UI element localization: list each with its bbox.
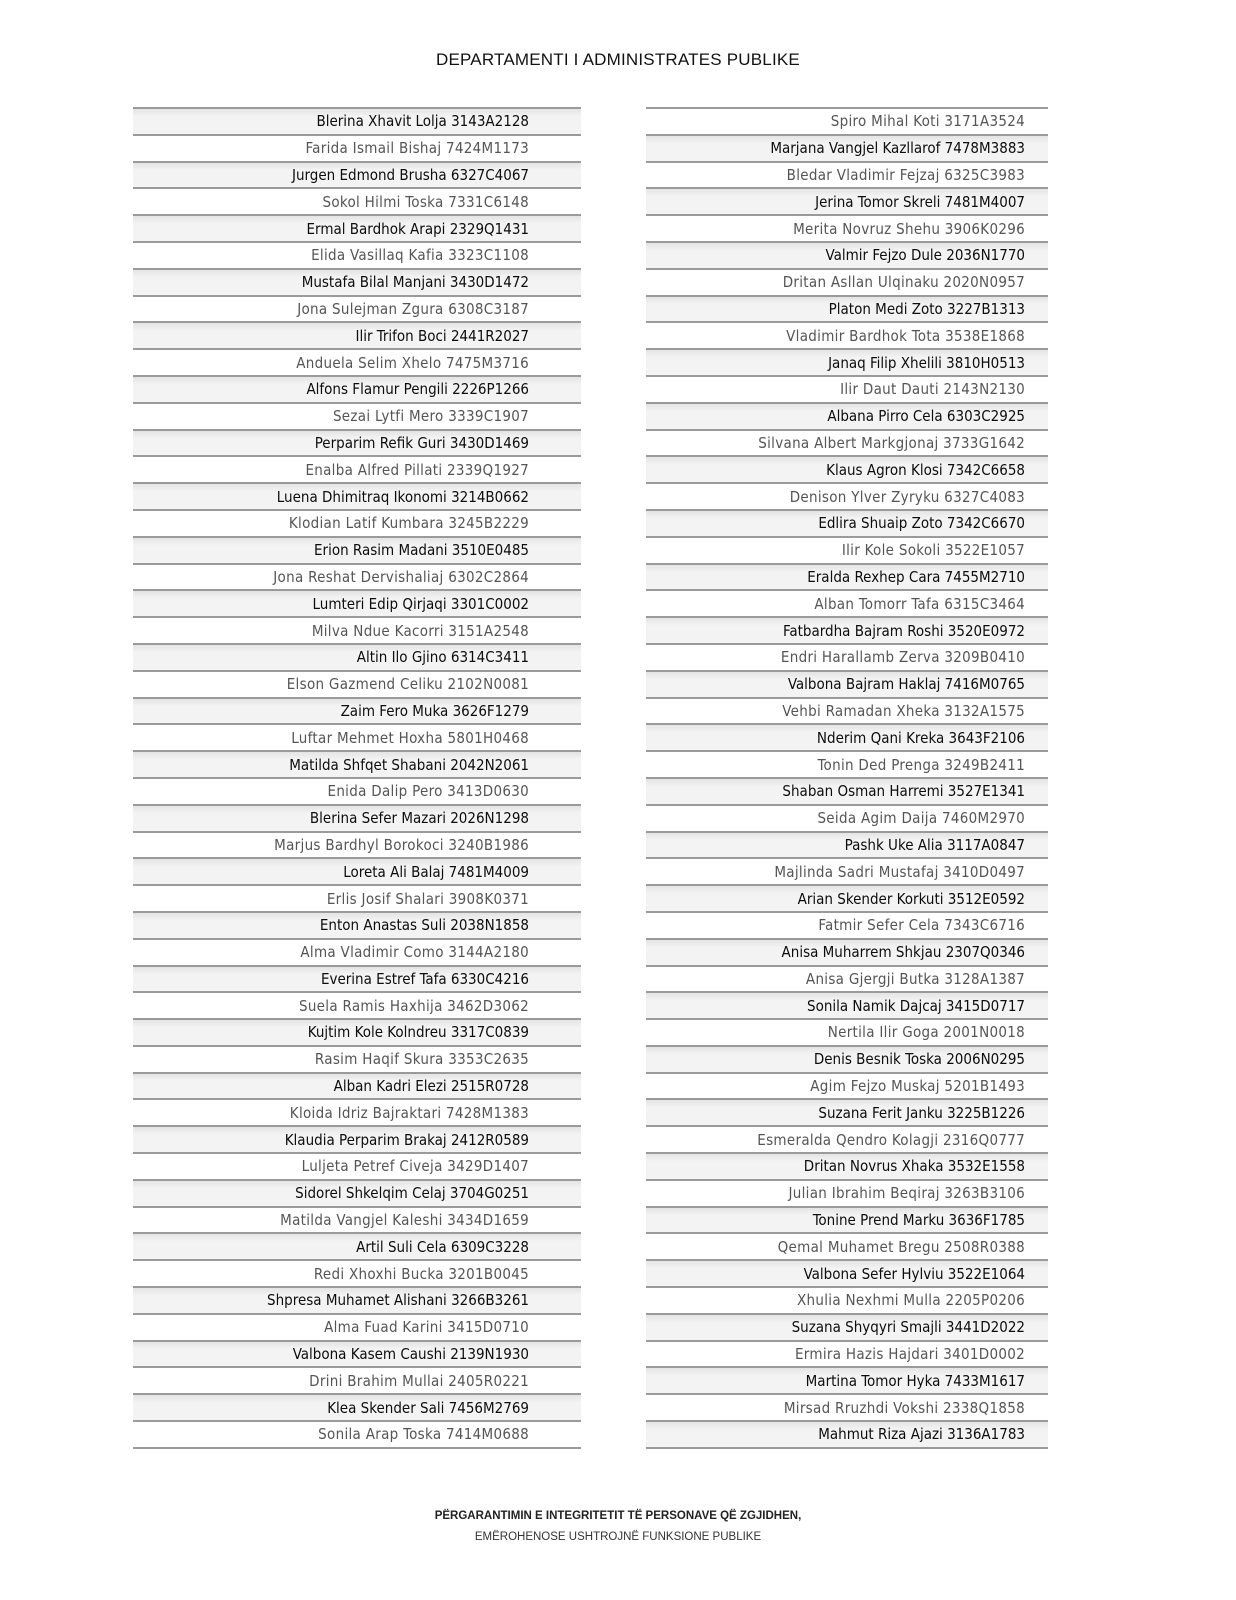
list-row [133,1232,581,1259]
list-row [133,1313,581,1340]
person-entry: Anisa Muharrem Shkjau 2307Q0346 [781,943,1025,962]
person-entry: Luljeta Petref Civeja 3429D1407 [301,1157,529,1176]
list-row [646,563,1048,590]
person-entry: Shpresa Muhamet Alishani 3266B3261 [267,1291,529,1310]
list-row [646,348,1048,375]
list-row [133,429,581,456]
person-entry: Erlis Josif Shalari 3908K0371 [326,889,529,908]
list-row [646,482,1048,509]
list-row [646,455,1048,482]
person-entry: Vehbi Ramadan Xheka 3132A1575 [782,701,1025,720]
page-title: DEPARTAMENTI I ADMINISTRATES PUBLIKE [436,50,800,69]
person-entry: Ilir Trifon Boci 2441R2027 [355,326,529,345]
list-row [646,991,1048,1018]
person-entry: Fatmir Sefer Cela 7343C6716 [818,916,1025,935]
list-row [133,295,581,322]
list-row [133,1179,581,1206]
person-entry: Rasim Haqif Skura 3353C2635 [314,1050,529,1069]
list-row [646,804,1048,831]
person-entry: Alma Vladimir Como 3144A2180 [300,943,529,962]
person-entry: Ilir Daut Dauti 2143N2130 [840,380,1025,399]
person-entry: Agim Fejzo Muskaj 5201B1493 [810,1077,1025,1096]
person-entry: Sonila Arap Toska 7414M0688 [318,1425,529,1444]
person-entry: Mustafa Bilal Manjani 3430D1472 [301,273,529,292]
list-row [646,965,1048,992]
person-entry: Sonila Namik Dajcaj 3415D0717 [807,996,1025,1015]
person-entry: Shaban Osman Harremi 3527E1341 [782,782,1025,801]
person-entry: Zaim Fero Muka 3626F1279 [340,701,529,720]
list-row [133,134,581,161]
person-entry: Jerina Tomor Skreli 7481M4007 [815,192,1025,211]
list-row [646,134,1048,161]
person-entry: Enalba Alfred Pillati 2339Q1927 [305,460,529,479]
person-entry: Suzana Shyqyri Smajli 3441D2022 [791,1318,1025,1337]
person-entry: Klea Skender Sali 7456M2769 [327,1398,529,1417]
person-entry: Kujtim Kole Kolndreu 3317C0839 [307,1023,529,1042]
list-row [133,723,581,750]
list-row [133,643,581,670]
list-row [646,402,1048,429]
person-entry: Ermira Hazis Hajdari 3401D0002 [794,1345,1025,1364]
person-entry: Alban Kadri Elezi 2515R0728 [333,1077,529,1096]
list-row [133,1259,581,1286]
person-entry: Dritan Asllan Ulqinaku 2020N0957 [782,273,1025,292]
person-entry: Altin Ilo Gjino 6314C3411 [356,648,529,667]
person-entry: Jona Reshat Dervishaliaj 6302C2864 [273,567,529,586]
list-row [133,1018,581,1045]
person-entry: Endri Harallamb Zerva 3209B0410 [780,648,1025,667]
person-entry: Majlinda Sadri Mustafaj 3410D0497 [774,862,1025,881]
person-entry: Alma Fuad Karini 3415D0710 [324,1318,529,1337]
list-row [646,643,1048,670]
list-row [646,1072,1048,1099]
list-row [133,938,581,965]
left-name-list [133,107,581,1449]
person-entry: Redi Xhoxhi Bucka 3201B0045 [313,1264,529,1283]
list-row [133,804,581,831]
person-entry: Klodian Latif Kumbara 3245B2229 [288,514,529,533]
person-entry: Julian Ibrahim Beqiraj 3263B3106 [788,1184,1025,1203]
person-entry: Loreta Ali Balaj 7481M4009 [343,862,529,881]
list-row [646,214,1048,241]
person-entry: Albana Pirro Cela 6303C2925 [827,407,1025,426]
list-row [646,1286,1048,1313]
person-entry: Klaudia Perparim Brakaj 2412R0589 [284,1130,529,1149]
list-row [133,616,581,643]
list-row [133,536,581,563]
person-entry: Elida Vasillaq Kafia 3323C1108 [311,246,529,265]
person-entry: Jona Sulejman Zgura 6308C3187 [297,299,529,318]
person-entry: Mahmut Riza Ajazi 3136A1783 [818,1425,1025,1444]
person-entry: Edlira Shuaip Zoto 7342C6670 [818,514,1025,533]
list-row [646,429,1048,456]
list-row [646,1045,1048,1072]
list-row [133,884,581,911]
list-row [646,1340,1048,1367]
person-entry: Klaus Agron Klosi 7342C6658 [826,460,1025,479]
list-row [646,1179,1048,1206]
list-row [133,187,581,214]
list-row [646,107,1048,134]
list-row [646,1098,1048,1125]
list-row [646,831,1048,858]
person-entry: Vladimir Bardhok Tota 3538E1868 [786,326,1025,345]
person-entry: Seida Agim Daija 7460M2970 [817,809,1025,828]
person-entry: Anduela Selim Xhelo 7475M3716 [296,353,529,372]
list-row [133,750,581,777]
list-row [133,1206,581,1233]
person-entry: Blerina Xhavit Lolja 3143A2128 [316,112,529,131]
list-row [646,1393,1048,1420]
list-row [646,1125,1048,1152]
list-row [133,563,581,590]
list-row [646,375,1048,402]
person-entry: Enida Dalip Pero 3413D0630 [327,782,529,801]
person-entry: Erion Rasim Madani 3510E0485 [314,541,529,560]
list-row [133,509,581,536]
person-entry: Blerina Sefer Mazari 2026N1298 [309,809,529,828]
person-entry: Drini Brahim Mullai 2405R0221 [309,1371,529,1390]
person-entry: Milva Ndue Kacorri 3151A2548 [311,621,529,640]
list-row [133,1366,581,1393]
list-row [646,1152,1048,1179]
person-entry: Platon Medi Zoto 3227B1313 [828,299,1025,318]
list-row [133,402,581,429]
person-entry: Fatbardha Bajram Roshi 3520E0972 [782,621,1025,640]
list-row [133,1098,581,1125]
list-row [646,187,1048,214]
list-row [646,670,1048,697]
list-row [133,1152,581,1179]
list-row [646,241,1048,268]
list-row [133,670,581,697]
footer-line-1: PËRGARANTIMIN E INTEGRITETIT TË PERSONAVE QË ZGJIDHEN, [434,1510,802,1522]
person-entry: Enton Anastas Suli 2038N1858 [319,916,529,935]
person-entry: Mirsad Rruzhdi Vokshi 2338Q1858 [783,1398,1025,1417]
footer-line-2: EMËROHENOSE USHTROJNË FUNKSIONE PUBLIKE [474,1531,762,1543]
list-row [133,1420,581,1449]
list-row [646,295,1048,322]
list-row [133,857,581,884]
list-row [646,750,1048,777]
list-row [133,991,581,1018]
list-row [646,1313,1048,1340]
list-row [646,697,1048,724]
person-entry: Marjus Bardhyl Borokoci 3240B1986 [274,835,529,854]
list-row [133,241,581,268]
person-entry: Martina Tomor Hyka 7433M1617 [805,1371,1025,1390]
list-row [133,455,581,482]
person-entry: Sokol Hilmi Toska 7331C6148 [322,192,529,211]
person-entry: Ermal Bardhok Arapi 2329Q1431 [306,219,529,238]
list-row [133,965,581,992]
list-row [646,1018,1048,1045]
list-row [133,777,581,804]
person-entry: Arian Skender Korkuti 3512E0592 [797,889,1025,908]
list-row [646,1259,1048,1286]
person-entry: Lumteri Edip Qirjaqi 3301C0002 [312,594,529,613]
list-row [133,1072,581,1099]
list-row [133,697,581,724]
list-row [646,1366,1048,1393]
person-entry: Qemal Muhamet Bregu 2508R0388 [777,1237,1025,1256]
person-entry: Marjana Vangjel Kazllarof 7478M3883 [770,139,1025,158]
list-row [133,348,581,375]
list-row [646,268,1048,295]
person-entry: Luena Dhimitraq Ikonomi 3214B0662 [276,487,529,506]
person-entry: Dritan Novrus Xhaka 3532E1558 [803,1157,1025,1176]
person-entry: Janaq Filip Xhelili 3810H0513 [828,353,1025,372]
person-entry: Tonine Prend Marku 3636F1785 [812,1211,1025,1230]
person-entry: Matilda Vangjel Kaleshi 3434D1659 [280,1211,529,1230]
list-row [646,1206,1048,1233]
list-row [133,268,581,295]
person-entry: Nertila Ilir Goga 2001N0018 [827,1023,1025,1042]
person-entry: Jurgen Edmond Brusha 6327C4067 [291,165,529,184]
person-entry: Everina Estref Tafa 6330C4216 [320,969,529,988]
person-entry: Valbona Bajram Haklaj 7416M0765 [787,675,1025,694]
person-entry: Luftar Mehmet Hoxha 5801H0468 [291,728,529,747]
person-entry: Xhulia Nexhmi Mulla 2205P0206 [796,1291,1025,1310]
person-entry: Matilda Shfqet Shabani 2042N2061 [289,755,529,774]
list-row [133,161,581,188]
list-row [646,777,1048,804]
list-row [646,884,1048,911]
person-entry: Alfons Flamur Pengili 2226P1266 [306,380,529,399]
person-entry: Artil Suli Cela 6309C3228 [356,1237,529,1256]
person-entry: Pashk Uke Alia 3117A0847 [844,835,1025,854]
person-entry: Esmeralda Qendro Kolagji 2316Q0777 [757,1130,1025,1149]
person-entry: Bledar Vladimir Fejzaj 6325C3983 [786,165,1025,184]
person-entry: Suzana Ferit Janku 3225B1226 [818,1103,1025,1122]
person-entry: Sidorel Shkelqim Celaj 3704G0251 [295,1184,529,1203]
list-row [133,831,581,858]
person-entry: Anisa Gjergji Butka 3128A1387 [805,969,1025,988]
list-row [133,1045,581,1072]
person-entry: Tonin Ded Prenga 3249B2411 [817,755,1025,774]
list-row [646,1232,1048,1259]
person-entry: Valmir Fejzo Dule 2036N1770 [825,246,1025,265]
list-row [646,938,1048,965]
list-row [133,321,581,348]
list-row [646,589,1048,616]
person-entry: Eralda Rexhep Cara 7455M2710 [807,567,1025,586]
list-row [646,1420,1048,1449]
person-entry: Suela Ramis Haxhija 3462D3062 [298,996,529,1015]
list-row [133,1125,581,1152]
person-entry: Denis Besnik Toska 2006N0295 [813,1050,1025,1069]
list-row [646,911,1048,938]
person-entry: Kloida Idriz Bajraktari 7428M1383 [289,1103,529,1122]
list-row [646,321,1048,348]
list-row [133,911,581,938]
person-entry: Silvana Albert Markgjonaj 3733G1642 [758,433,1025,452]
person-entry: Denison Ylver Zyryku 6327C4083 [789,487,1025,506]
list-row [133,107,581,134]
list-row [646,161,1048,188]
person-entry: Valbona Kasem Caushi 2139N1930 [292,1345,529,1364]
person-entry: Perparim Refik Guri 3430D1469 [314,433,529,452]
list-row [133,1393,581,1420]
person-entry: Sezai Lytfi Mero 3339C1907 [332,407,529,426]
person-entry: Valbona Sefer Hylviu 3522E1064 [803,1264,1025,1283]
person-entry: Merita Novruz Shehu 3906K0296 [793,219,1025,238]
list-row [646,536,1048,563]
list-row [133,589,581,616]
list-row [646,616,1048,643]
list-row [133,375,581,402]
list-row [133,482,581,509]
person-entry: Spiro Mihal Koti 3171A3524 [830,112,1025,131]
person-entry: Alban Tomorr Tafa 6315C3464 [814,594,1025,613]
list-row [646,857,1048,884]
list-row [646,723,1048,750]
list-row [646,509,1048,536]
person-entry: Nderim Qani Kreka 3643F2106 [816,728,1025,747]
list-row [133,214,581,241]
person-entry: Elson Gazmend Celiku 2102N0081 [286,675,529,694]
right-name-list [646,107,1048,1449]
list-row [133,1286,581,1313]
person-entry: Ilir Kole Sokoli 3522E1057 [841,541,1025,560]
list-row [133,1340,581,1367]
person-entry: Farida Ismail Bishaj 7424M1173 [305,139,529,158]
